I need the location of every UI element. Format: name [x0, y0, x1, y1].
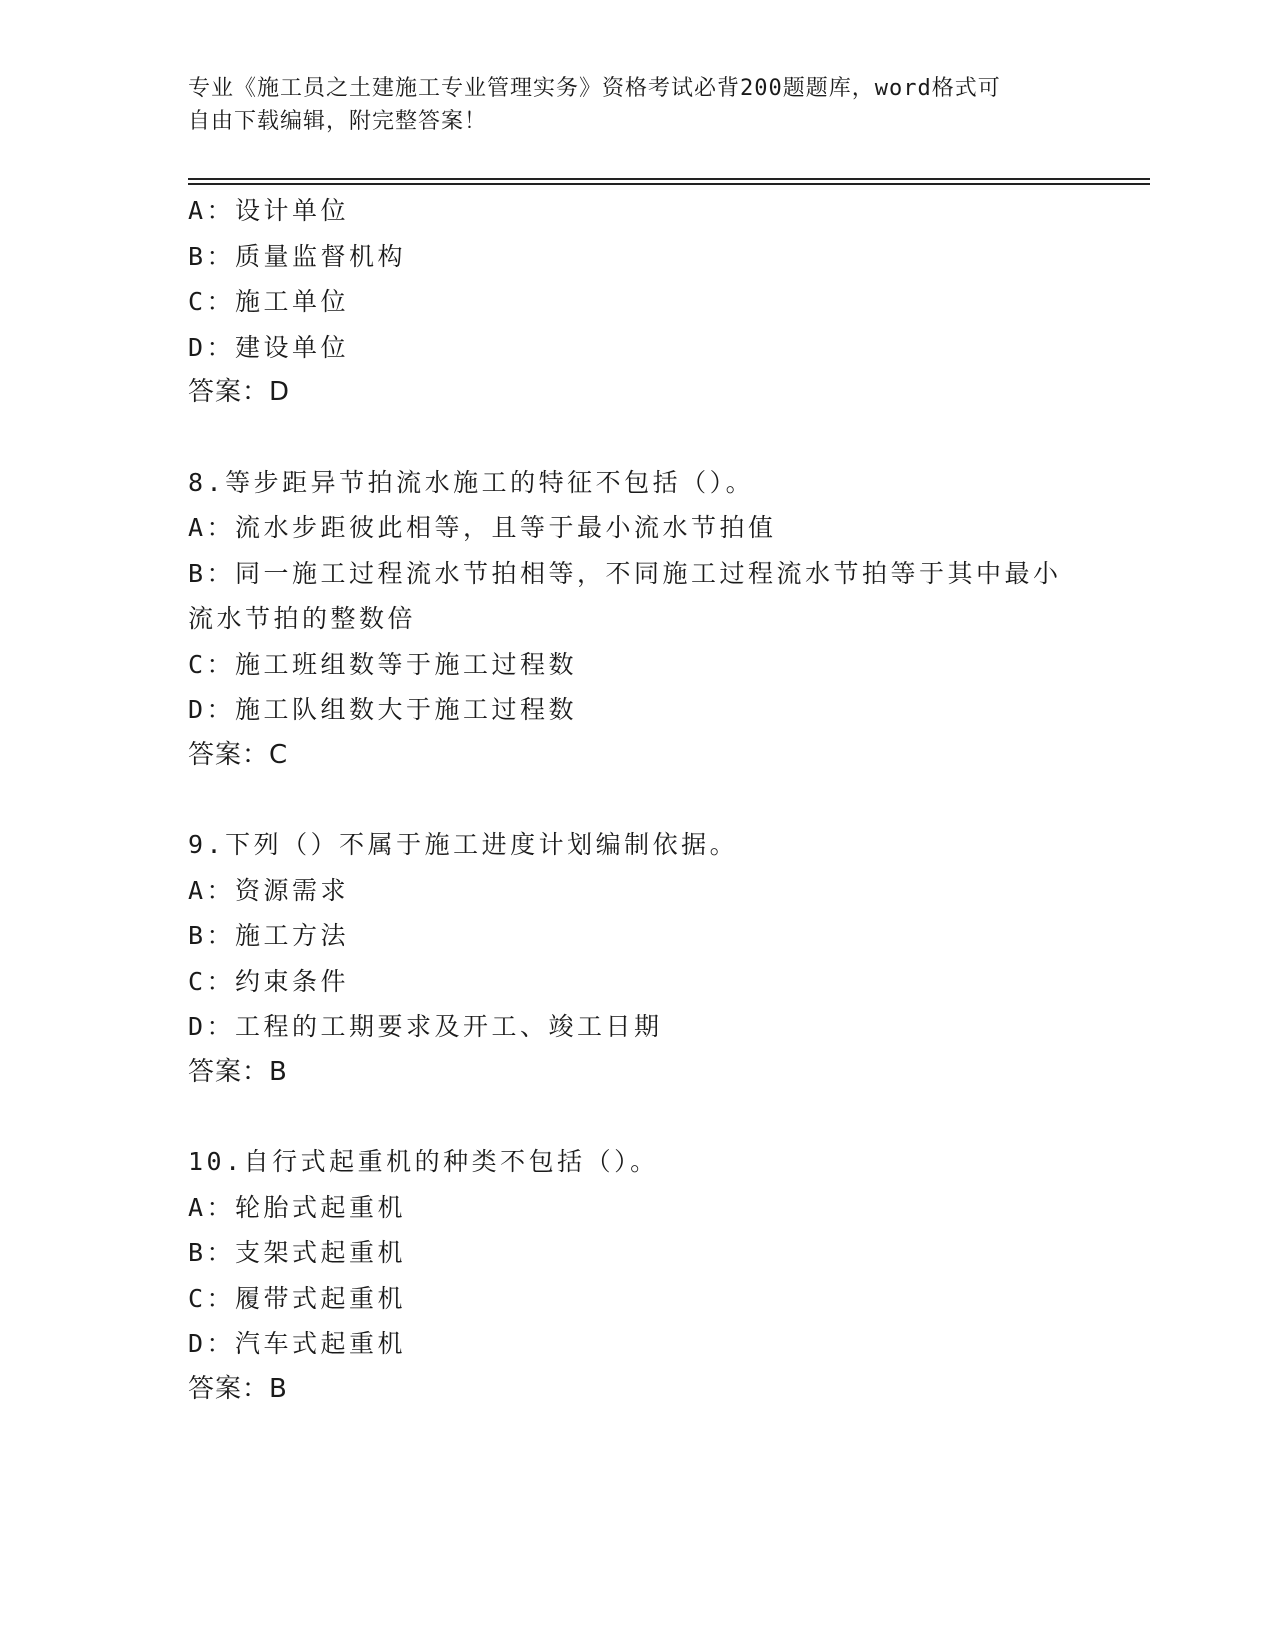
answer-label: 答案：B [188, 1373, 288, 1404]
option-c: C：约束条件 [188, 966, 350, 996]
question-10-block [188, 1139, 1088, 1412]
question-text: 10.自行式起重机的种类不包括（）。 [188, 1147, 659, 1176]
option-a: A：设计单位 [188, 196, 350, 225]
answer-label: 答案：B [188, 1056, 288, 1087]
option-a: A：流水步距彼此相等，且等于最小流水节拍值 [188, 513, 777, 542]
option-c: C：施工班组数等于施工过程数 [188, 649, 578, 679]
option-d: D：汽车式起重机 [188, 1329, 407, 1358]
header-rule-top [188, 178, 1150, 180]
answer-label: 答案：D [188, 377, 291, 407]
option-d: D：施工队组数大于施工过程数 [188, 695, 578, 724]
question-9-block [188, 822, 1088, 1095]
option-d: D：工程的工期要求及开工、竣工日期 [188, 1012, 663, 1041]
option-d: D：建设单位 [188, 332, 350, 362]
header-rule-bottom [188, 183, 1150, 185]
answer-label: 答案：C [188, 739, 289, 770]
question-text: 8.等步距异节拍流水施工的特征不包括（）。 [188, 467, 755, 497]
question-7-block [188, 188, 1088, 416]
option-b: B：支架式起重机 [188, 1238, 407, 1267]
question-list [188, 188, 1088, 1456]
option-b: B：质量监督机构 [188, 241, 407, 271]
header-line-1: 专业《施工员之土建施工专业管理实务》资格考试必背200题题库，word格式可 [188, 76, 1001, 101]
option-c: C：施工单位 [188, 287, 350, 316]
option-a: A：资源需求 [188, 875, 350, 905]
document-header [188, 72, 1068, 138]
option-a: A：轮胎式起重机 [188, 1192, 407, 1222]
option-c: C：履带式起重机 [188, 1283, 407, 1313]
option-b: B：施工方法 [188, 921, 350, 950]
option-b: B：同一施工过程流水节拍相等，不同施工过程流水节拍等于其中最小流水节拍的整数倍 [188, 558, 1062, 633]
header-line-2: 自由下载编辑，附完整答案！ [188, 109, 488, 134]
question-8-block [188, 460, 1088, 779]
question-text: 9.下列（）不属于施工进度计划编制依据。 [188, 830, 739, 859]
